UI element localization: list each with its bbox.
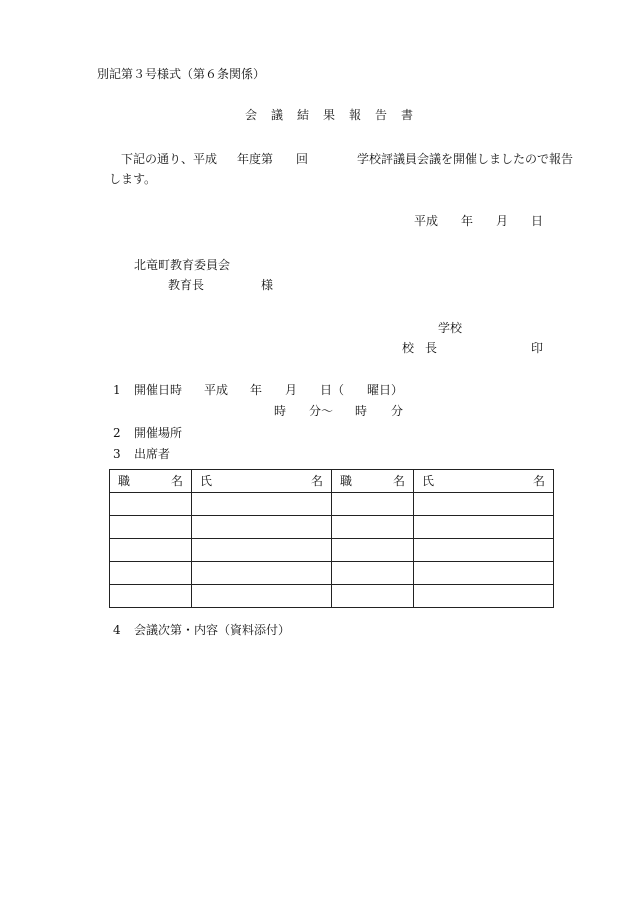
table-cell	[332, 493, 414, 516]
date-year: 年	[461, 214, 474, 228]
table-cell	[332, 562, 414, 585]
meeting-day: 日（	[320, 383, 345, 397]
intro-text-b: 年度第	[237, 152, 274, 166]
meeting-month: 月	[285, 383, 298, 397]
header-name: 氏 名	[414, 470, 554, 493]
item-label-datetime: 開催日時	[134, 383, 183, 397]
title-char: 議	[270, 108, 283, 122]
intro-text-line2: します。	[109, 172, 157, 186]
addressee-title: 教育長	[168, 278, 205, 292]
meeting-era: 平成	[204, 383, 229, 397]
table-cell	[414, 493, 554, 516]
title-char: 果	[322, 108, 335, 122]
table-cell	[110, 539, 192, 562]
table-cell	[414, 562, 554, 585]
title-char: 会	[244, 108, 257, 122]
item-label-agenda: 会議次第・内容（資料添付）	[134, 623, 291, 637]
table-row	[110, 493, 554, 516]
table-cell	[110, 516, 192, 539]
item-number: 4	[113, 623, 121, 637]
table-header-row	[110, 470, 554, 493]
item-number: 1	[113, 383, 121, 397]
table-cell	[332, 516, 414, 539]
table-cell	[110, 585, 192, 608]
meeting-weekday: 曜日）	[367, 383, 404, 397]
intro-text-a: 下記の通り、平成	[121, 152, 218, 166]
attendee-table	[109, 469, 554, 608]
title-char: 告	[374, 108, 387, 122]
sender-principal-b: 長	[425, 341, 438, 355]
header-name: 氏 名	[192, 470, 332, 493]
time-min-start: 分〜	[309, 404, 334, 418]
table-row	[110, 539, 554, 562]
seal-mark: 印	[531, 341, 544, 355]
item-label-attendees: 出席者	[134, 447, 171, 461]
table-cell	[192, 562, 332, 585]
title-char: 書	[400, 108, 413, 122]
table-cell	[414, 516, 554, 539]
date-day: 日	[531, 214, 544, 228]
item-number: 2	[113, 426, 121, 440]
date-era: 平成	[414, 214, 439, 228]
meeting-year: 年	[250, 383, 263, 397]
table-cell	[192, 516, 332, 539]
addressee-honorific: 様	[261, 278, 274, 292]
table-cell	[110, 562, 192, 585]
intro-text-d: 学校評議員会議を開催しましたので報告	[357, 152, 574, 166]
item-label-venue: 開催場所	[134, 426, 183, 440]
title-char: 報	[348, 108, 361, 122]
sender-school: 学校	[438, 321, 463, 335]
table-cell	[192, 585, 332, 608]
table-cell	[414, 585, 554, 608]
time-min-end: 分	[391, 404, 404, 418]
form-label: 別記第３号様式（第６条関係）	[97, 67, 266, 81]
table-cell	[110, 493, 192, 516]
title-char: 結	[296, 108, 309, 122]
document-title	[238, 108, 420, 122]
header-position: 職 名	[110, 470, 192, 493]
time-hour-start: 時	[274, 404, 287, 418]
header-position: 職 名	[332, 470, 414, 493]
table-row	[110, 516, 554, 539]
intro-text-c: 回	[296, 152, 309, 166]
table-row	[110, 585, 554, 608]
sender-principal-a: 校	[402, 341, 415, 355]
table-cell	[414, 539, 554, 562]
item-number: 3	[113, 447, 121, 461]
table-row	[110, 562, 554, 585]
table-cell	[192, 539, 332, 562]
table-cell	[332, 585, 414, 608]
time-hour-end: 時	[355, 404, 368, 418]
date-month: 月	[496, 214, 509, 228]
addressee-org: 北竜町教育委員会	[134, 258, 231, 272]
table-cell	[332, 539, 414, 562]
table-cell	[192, 493, 332, 516]
